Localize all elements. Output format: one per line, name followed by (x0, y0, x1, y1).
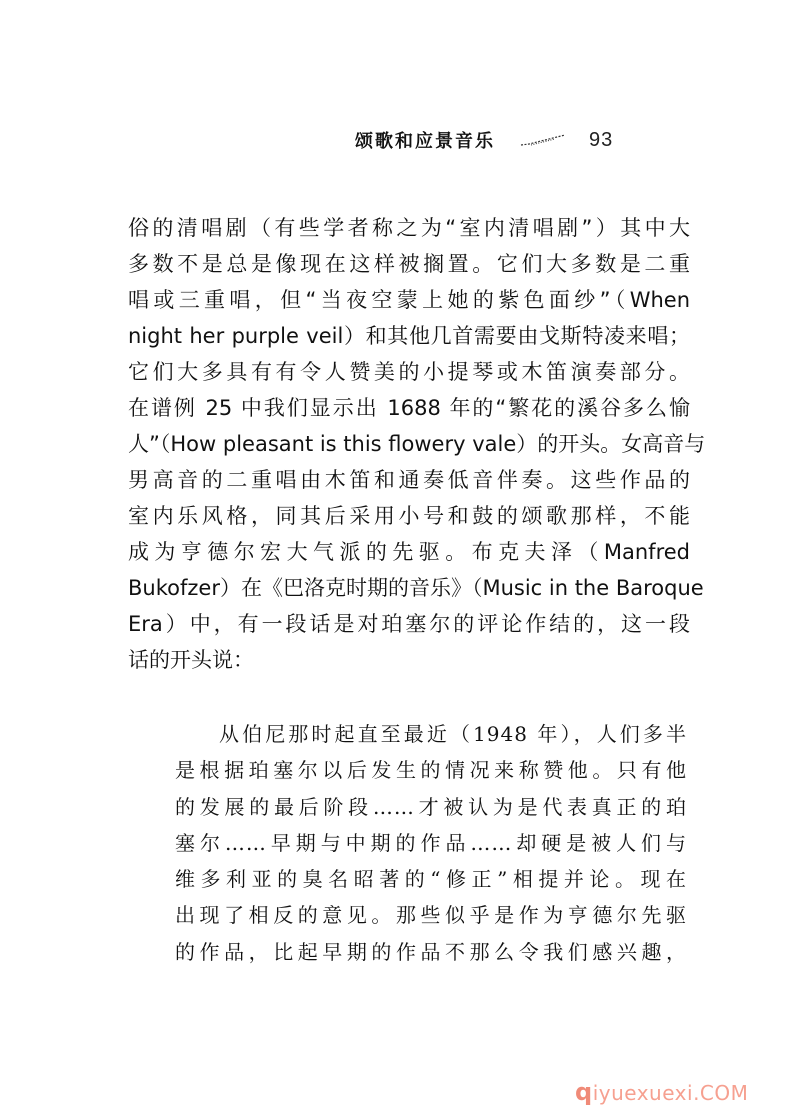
quote-line: 出现了相反的意见。那些似乎是作为亨德尔先驱 (175, 903, 687, 928)
body-line: night her purple veil）和其他几首需要由戈斯特凌来唱； (128, 324, 690, 348)
quote-line: 塞尔……早期与中期的作品……却硬是被人们与 (175, 830, 687, 855)
quote-line: 的发展的最后阶段……才被认为是代表真正的珀 (175, 794, 687, 819)
watermark-logo-initial: q (575, 1078, 593, 1106)
watermark (575, 1078, 748, 1106)
body-line: 话的开头说： (128, 648, 254, 672)
body-line: 成为亨德尔宏大气派的先驱。布克夫泽（Manfred (128, 540, 690, 564)
quote-line: 的作品，比起早期的作品不那么令我们感兴趣， (175, 939, 687, 964)
body-line: 在谱例 25 中我们显示出 1688 年的“繁花的溪谷多么愉 (128, 396, 690, 420)
quote-line: 是根据珀塞尔以后发生的情况来称赞他。只有他 (175, 758, 687, 783)
body-line: Era）中，有一段话是对珀塞尔的评论作结的，这一段 (128, 612, 690, 636)
body-line: Bukofzer）在《巴洛克时期的音乐》（Music in the Baroque (128, 576, 704, 600)
page-number: 93 (589, 128, 614, 151)
quote-line: 从伯尼那时起直至最近（1948 年），人们多半 (219, 722, 687, 746)
block-quote (175, 716, 687, 970)
body-paragraph (128, 210, 706, 678)
ornament-icon (519, 133, 567, 147)
quote-line: 维多利亚的臭名昭著的“修正”相提并论。现在 (175, 867, 687, 892)
body-line: 人”（How pleasant is this flowery vale）的开头。女高音与 (128, 432, 706, 456)
body-line: 唱或三重唱，但“当夜空蒙上她的紫色面纱”（When (128, 288, 690, 312)
running-head (355, 124, 613, 156)
watermark-text: iyuexuexi.COM (592, 1081, 749, 1105)
chapter-title: 颂歌和应景音乐 (355, 131, 495, 152)
body-line: 室内乐风格，同其后采用小号和鼓的颂歌那样，不能 (128, 504, 690, 528)
body-line: 俗的清唱剧（有些学者称之为“室内清唱剧”）其中大 (128, 216, 690, 240)
body-line: 多数不是总是像现在这样被搁置。它们大多数是二重 (128, 252, 690, 276)
body-line: 它们大多具有有令人赞美的小提琴或木笛演奏部分。 (128, 360, 690, 384)
body-line: 男高音的二重唱由木笛和通奏低音伴奏。这些作品的 (128, 468, 690, 492)
